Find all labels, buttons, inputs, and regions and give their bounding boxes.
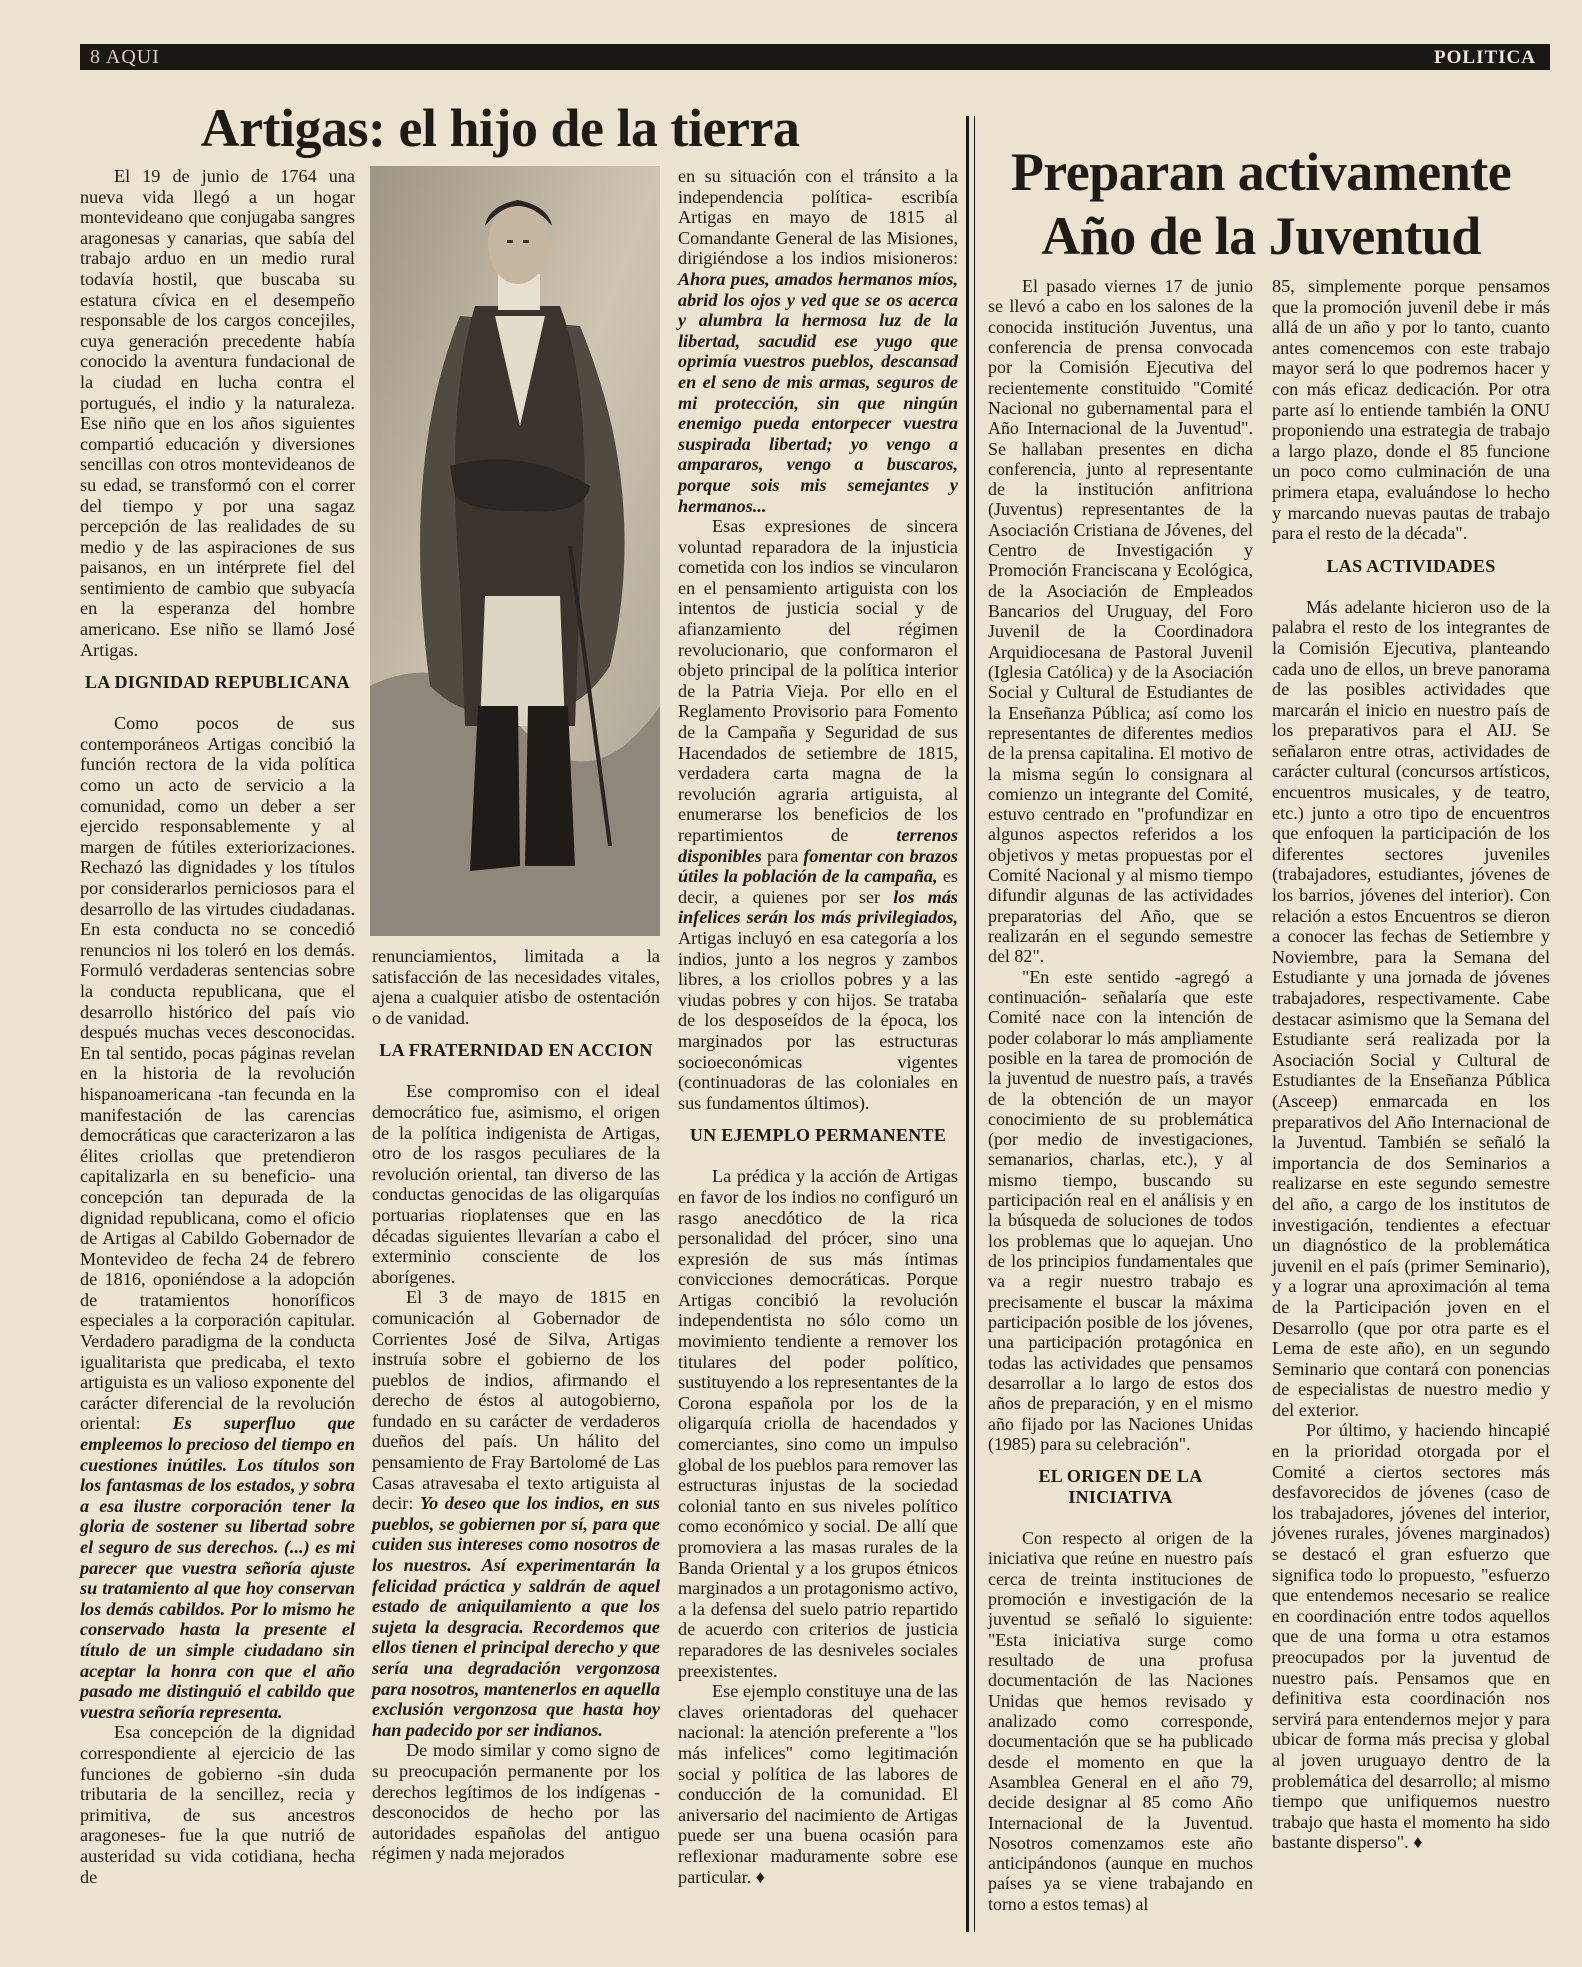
end-mark: ♦ xyxy=(1413,1832,1423,1853)
artigas-paragraph: Ese compromiso con el ideal democrático fue, asimismo, el origen de la política indigenista de Artigas, otro de los rasgos peculiares de la revolución oriental, tan diverso de las conductas genocidas de las oligarquías portuarias rioplatenses que en las décadas siguientes llevarían a cabo el exterminio consciente de los aborígenes. xyxy=(372,1081,660,1287)
title-line: Año de la Juventud xyxy=(1041,206,1481,266)
artigas-paragraph: Como pocos de sus contemporáneos Artigas concibió la función rectora de la vida política como un acto de servicio a la comunidad, como un deber a ser ejercido responsablemente y al margen de fútiles exteriorizaciones. Rechazó las dignidades y los títulos por considerarlos perniciosos para el desarrollo de las virtudes ciudadanas. En esta conducta no se concedió renuncios ni los toleró en los demás. Formuló verdaderas sentencias sobre la conducta republicana, que el desarrollo histórico del país vio después muchas veces desconocidas. En tal sentido, pocas páginas revelan en la historia de la revolución hispanoamericana -tan fecunda en la manifestación de las carencias democráticas que caracterizaron a las élites criollas que pretendieron capitalizarla en su beneficio- una concepción tan depurada de la dignidad republicana, como el oficio de Artigas al Cabildo Gobernador de Montevideo de fecha 24 de febrero de 1816, oponiéndose a la adopción de tratamientos honoríficos especiales a la corporación capitular. Verdadero paradigma de la conducta igualitarista que predicaba, el texto artiguista es un valioso exponente del carácter diferencial de la revolución oriental: Es superfluo que empleemos lo precioso del tiempo en cuestiones inútiles. Los títulos son los fantasmas de los estados, y sobra a esa ilustre corporación tener la gloria de sostener su libertad sobre el seguro de sus derechos. (...) es mi parecer que vuestra señoría ajuste su tratamiento al que hoy conservan los demás cabildos. Por lo mismo he conservado hasta la presente el título de un simple ciudadano sin aceptar la honra con que el año pasado me distinguió el cabildo que vuestra señoría representa. xyxy=(80,713,355,1722)
juventud-paragraph: Más adelante hicieron uso de la palabra el resto de los integrantes de la Comisión Ejecutiva, planteando cada uno de ellos, un breve panorama de las posibles actividades que marcarán el inicio en nuestro país de los preparativos para el AIJ. Se señalaron entre otras, actividades de carácter cultural (concursos artísticos, encuentros musicales, y de teatro, etc.) junto a otro tipo de encuentros que enfoquen la participación de los diferentes sectores juveniles (trabajadores, estudiantes, jóvenes de los barrios, jóvenes del interior). Con relación a estos Encuentros se dieron a conocer las fechas de Setiembre y Noviembre, para la Semana del Estudiante y una jornada de jóvenes trabajadores, respectivamente. Cabe destacar asimismo que la Semana del Estudiante será realizada por la Asociación Social y Cultural de Estudiantes de la Enseñanza Pública (Asceep) enmarcada en los preparativos del Año Internacional de la Juventud. También se señaló la importancia de dos Seminarios a realizarse en este segundo semestre del año, a cargo de los institutos de investigación, tendientes a efectuar un diagnóstico de la problemática juvenil en el país (primer Seminario), y a lograr una aproximación al tema de la Participación joven en el Desarrollo (que por otra parte es el Lema de este año), en un segundo Seminario que contará con ponencias de especialistas de nuestro medio y del exterior. xyxy=(1272,596,1550,1420)
section-label: POLITICA xyxy=(1434,47,1536,68)
subhead-ejemplo: UN EJEMPLO PERMANENTE xyxy=(689,1125,947,1146)
artigas-quote: Yo deseo que los indios, en sus pueblos, se gobiernen por sí, para que cuiden sus intereses como nosotros de los nuestros. Así experimentarán la felicidad práctica y saldrán de aquel estado de aniquilamiento a que los sujeta la desgracia. Recordemos que ellos tienen el principal derecho y que sería una degradación vergonzosa para nosotros, mantenerlos en aquella exclusión vergonzosa que hasta hoy han padecido por ser indianos. xyxy=(372,1493,660,1740)
artigas-paragraph: Esas expresiones de sincera voluntad reparadora de la injusticia cometida con los indios se vincularon en el pensamiento artiguista con los intentos de justicia social y de afianzamiento del régimen revolucionario, que conformaron el objeto principal de la política interior de la Patria Vieja. Por ello en el Reglamento Provisorio para Fomento de la Campaña y Seguridad de sus Hacendados de setiembre de 1815, verdadera carta magna de la revolución agraria artiguista, al enumerarse los beneficios de los repartimientos de terrenos disponibles para fomentar con brazos útiles la población de la campaña, es decir, a quienes por ser los más infelices serán los más privilegiados, Artigas incluyó en esa categoría a los indios, junto a los negros y zambos libres, a los criollos pobres y a las viudas pobres y con hijos. Se trataba de los desposeídos de la época, los marginados por las estructuras socioeconómicas vigentes (continuadoras de las coloniales en sus fundamentos últimos). xyxy=(678,516,959,1113)
column-divider-rule xyxy=(974,116,975,1932)
artigas-paragraph: Ese ejemplo constituye una de las claves orientadoras del quehacer nacional: la atención preferente a "los más infelices" como legitimación social y política de las labores de conducción de la comunidad. El aniversario del nacimiento de Artigas puede ser una buena ocasión para reflexionar maduramente sobre ese particular. ♦ xyxy=(678,1681,958,1887)
subhead-dignidad: LA DIGNIDAD REPUBLICANA xyxy=(85,672,350,693)
artigas-paragraph: De modo similar y como signo de su preocupación permanente por los derechos legítimos de los indígenas -desconocidos de hecho por las autoridades españolas del antiguo régimen y nada mejorados xyxy=(372,1740,660,1864)
artigas-quote: Ahora pues, amados hermanos míos, abrid los ojos y ved que se os acerca y alumbra la hermosa luz de la libertad, sacudid ese yugo que oprimía vuestros pueblos, descansad en el seno de mis armas, seguros de mi protección, sin que ningún enemigo pueda entorpecer vuestra suspirada libertad; yo vengo a ampararos, vengo a buscaros, porque sois mis semejantes y hermanos... xyxy=(678,268,958,516)
juventud-paragraph: El pasado viernes 17 de junio se llevó a cabo en los salones de la conocida institución Juventus, una conferencia de prensa convocada por la Comisión Ejecutiva del recientemente constituido "Comité Nacional no gubernamental para el Año Internacional de la Juventud". Se hallaban presentes en dicha conferencia, junto al representante de la institución anfitriona (Juventus) representantes de la Asociación Cristiana de Jóvenes, del Centro de Investigación y Promoción Franciscana y Ecológica, de la Asociación de Empleados Bancarios del Uruguay, del Foro Juvenil de la Coordinadora Arquidiocesana de Pastoral Juvenil (Iglesia Católica) y de la Asociación Social y Cultural de Estudiantes de la Enseñanza Pública; así como los representantes de diferentes medios de la prensa capitalina. El motivo de la misma según lo consignara al comienzo un integrante del Comité, estuvo centrado en "profundizar en algunos aspectos referidos a los objetivos y metas propuestas por el Comité Nacional y al mismo tiempo difundir algunas de las actividades preparatorias del Año, que se realizarán en el segundo semestre del 82". xyxy=(988,276,1253,967)
artigas-portrait-image xyxy=(370,166,660,936)
juventud-column-2 xyxy=(1272,276,1550,1853)
juventud-paragraph: Con respecto al origen de la iniciativa que reúne en nuestro país cerca de treinta instituciones de promoción e investigación de la juventud se señaló lo siguiente: "Esta iniciativa surge como resultado de una profusa documentación de las Naciones Unidas que hemos revisado y analizado como corresponde, documentación que se ha publicado desde el momento en que la Asamblea General en el año 79, decide designar al 85 como Año Internacional de la Juventud. Nosotros comenzamos este año anticipándonos (aunque en muchos países ya se viene trabajando en torno a estos temas) al xyxy=(988,1528,1253,1914)
artigas-paragraph: renunciamientos, limitada a la satisfacción de las necesidades vitales, ajena a cualquier atisbo de ostentación o de vanidad. xyxy=(372,946,660,1028)
article-juventud-title xyxy=(966,140,1556,268)
juventud-paragraph: "En este sentido -agregó a continuación- señalaría que este Comité nace con la intención de poder colaborar lo más ampliamente posible en la tarea de promoción de la juventud de nuestro país, a través de la obtención de un mayor conocimiento de su problemática (por medio de investigaciones, semanarios, charlas, etc.), y al mismo tiempo, buscando su participación real en el análisis y en la búsqueda de soluciones de todos los problemas que lo aquejan. Uno de los principios fundamentales que va a regir nuestro trabajo es precisamente el buscar la máxima participación posible de los jóvenes, una participación protagónica en todas las actividades que pensamos desarrollar a lo largo de estos dos años de preparación, y en el mismo año fijado por las Naciones Unidas (1985) para su celebración". xyxy=(988,966,1253,1454)
artigas-quote: Es superfluo que empleemos lo precioso del tiempo en cuestiones inútiles. Los títulos son los fantasmas de los estados, y sobra a esa ilustre corporación tener la gloria de sostener su libertad sobre el seguro de sus derechos. (...) es mi parecer que vuestra señoría ajuste su tratamiento al que hoy conservan los demás cabildos. Por lo mismo he conservado hasta la presente el título de un simple ciudadano sin aceptar la honra con que el año pasado me distinguió el cabildo que vuestra señoría representa. xyxy=(80,1413,355,1722)
artigas-paragraph: Esa concepción de la dignidad correspondiente al ejercicio de las funciones de gobierno -sin duda tributaria de la sencillez, recia y primitiva, de sus ancestros aragoneses- fue la que nutrió de austeridad su vida cotidiana, hecha de xyxy=(80,1722,355,1887)
artigas-portrait-drawing xyxy=(370,166,660,936)
artigas-paragraph: El 19 de junio de 1764 una nueva vida llegó a un hogar montevideano que conjugaba sangres aragonesas y canarias, que sabía del trabajo arduo en un medio rural todavía hostil, que buscaba su estatura cívica en el desempeño responsable de los cargos concejiles, cuya generación precedente había conocido la aventura fundacional de la ciudad en lucha contra el portugués, el indio y la naturaleza. Ese niño que en los años siguientes compartió educación y diversiones sencillas con otros montevideanos de su edad, se transformó con el correr del tiempo y por una sagaz percepción de las realidades de su medio y de las aspiraciones de sus paisanos, en un intérprete fiel del sentimiento de cambio que subyacía en la esperanza del hombre americano. Ese niño se llamó José Artigas. xyxy=(80,166,355,660)
artigas-column-2 xyxy=(372,946,660,1864)
artigas-paragraph: El 3 de mayo de 1815 en comunicación al Gobernador de Corrientes José de Silva, Artigas instruía sobre el gobierno de los pueblos de indios, afirmando el derecho de éstos al autogobierno, fundado en su carácter de verdaderos dueños del país. Un hálito del pensamiento de Fray Bartolomé de Las Casas atravesaba el texto artiguista al decir: Yo deseo que los indios, en sus pueblos, se gobiernen por sí, para que cuiden sus intereses como nosotros de los nuestros. Así experimentarán la felicidad práctica y saldrán de aquel estado de aniquilamiento a que los sujeta la desgracia. Recordemos que ellos tienen el principal derecho y que sería una degradación vergonzosa para nosotros, mantenerlos en aquella exclusión vergonzosa que hasta hoy han padecido por ser indianos. xyxy=(372,1287,660,1740)
page-header-bar xyxy=(80,44,1550,70)
juventud-paragraph: Por último, y haciendo hincapié en la prioridad otorgada por el Comité a ciertos sectores más desfavorecidos de jóvenes (caso de los trabajadores, jóvenes del interior, jóvenes rurales, jóvenes marginados) se destacó el gran esfuerzo que significa todo lo propuesto, "esfuerzo que entendemos necesario se realice en coordinación entre todos aquellos que de una forma u otra estamos preocupados por la juventud de nuestro país. Pensamos que en definitiva esta coordinación nos servirá para entendernos mejor y para ubicar de forma más precisa y global al joven uruguayo dentro de la problemática del desarrollo; al mismo tiempo que unifiquemos nuestro trabajo que hasta el momento ha sido bastante disperso". ♦ xyxy=(1272,1420,1550,1853)
artigas-paragraph: La prédica y la acción de Artigas en favor de los indios no configuró un rasgo anecdótico de la rica personalidad del prócer, sino una expresión de sus más íntimas convicciones democráticas. Porque Artigas concibió la revolución independentista no sólo como un movimiento tendiente a remover los titulares del poder político, sustituyendo a los representantes de la Corona española por los de la oligarquía criolla de hacendados y comerciantes, sino como un impulso global de los pueblos para remover las estructuras injustas de la sociedad colonial tanto en sus niveles político como económico y social. De allí que promoviera a las masas rurales de la Banda Oriental y a los grupos étnicos marginados a un protagonismo activo, a la defensa del suelo patrio repartido de acuerdo con criterios de justicia reparadores de las desniveles sociales preexistentes. xyxy=(678,1166,958,1681)
subhead-origen: EL ORIGEN DE LA INICIATIVA xyxy=(1038,1466,1203,1508)
artigas-column-3 xyxy=(678,166,958,1887)
artigas-column-1 xyxy=(80,166,355,1887)
subhead-fraternidad: LA FRATERNIDAD EN ACCION xyxy=(379,1040,653,1061)
title-line: Preparan activamente xyxy=(1010,142,1512,202)
subhead-actividades: LAS ACTIVIDADES xyxy=(1326,555,1496,576)
juventud-column-1 xyxy=(988,276,1253,1914)
column-divider-rule xyxy=(966,116,969,1932)
end-mark: ♦ xyxy=(755,1866,766,1887)
page-number-label: 8 AQUI xyxy=(90,46,160,68)
artigas-paragraph: en su situación con el tránsito a la independencia política- escribía Artigas en mayo de 1815 al Comandante General de las Misiones, dirigiéndose a los indios misioneros: Ahora pues, amados hermanos míos, abrid los ojos y ved que se os acerca y alumbra la hermosa luz de la libertad, sacudid ese yugo que oprimía vuestros pueblos, descansad en el seno de mis armas, seguros de mi protección, sin que ningún enemigo pueda entorpecer vuestra suspirada libertad; yo vengo a ampararos, vengo a buscaros, porque sois mis semejantes y hermanos... xyxy=(678,166,958,516)
article-artigas-title: Artigas: el hijo de la tierra xyxy=(200,98,800,158)
juventud-paragraph: 85, simplemente porque pensamos que la promoción juvenil debe ir más allá de un año y por lo tanto, cuanto antes comencemos con este trabajo mayor será lo que podremos hacer y con más eficaz dedicación. Por otra parte así lo entiende también la ONU proponiendo una estrategia de trabajo a largo plazo, donde el 85 funcione un poco como culminación de una primera etapa, evaluándose lo hecho y marcando nuevas pautas de trabajo para el resto de la década". xyxy=(1272,276,1550,544)
